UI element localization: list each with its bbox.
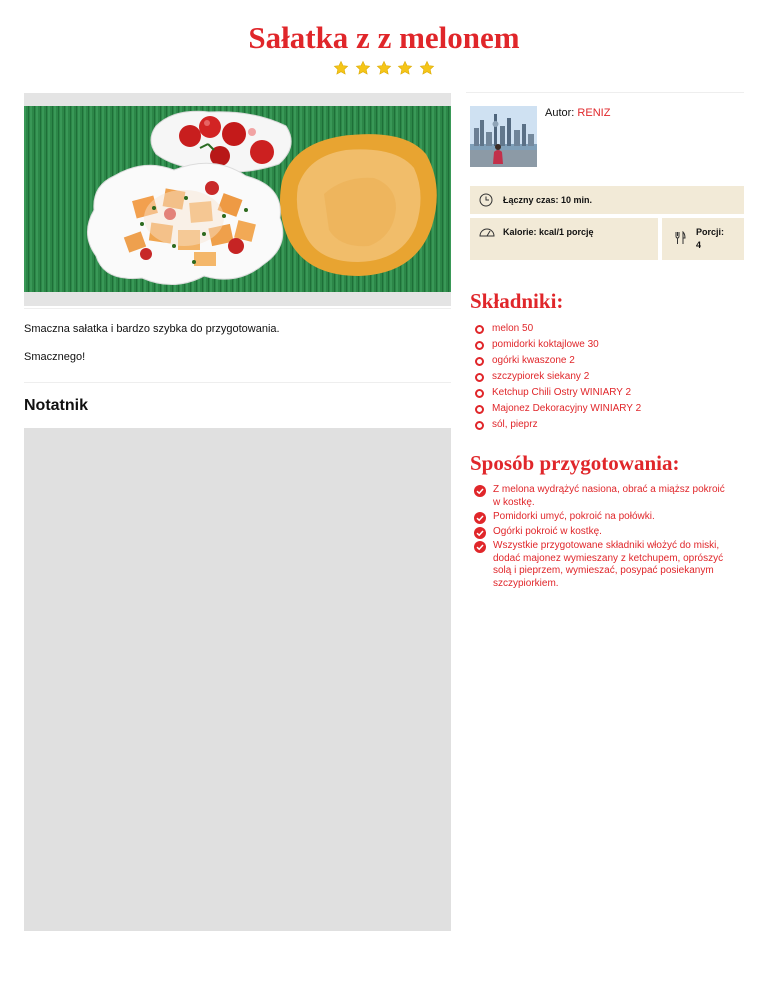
ingredients-list xyxy=(475,322,641,434)
ingredient-item xyxy=(475,338,641,354)
preparation-heading: Sposób przygotowania: xyxy=(470,451,680,475)
ingredient-item xyxy=(475,402,641,418)
divider xyxy=(24,382,451,383)
ingredient-text: pomidorki koktajlowe 30 xyxy=(492,339,599,350)
step-text: Pomidorki umyć, pokroić na połówki. xyxy=(493,511,655,522)
circle-bullet-icon xyxy=(475,405,484,414)
author-label: Autor: xyxy=(545,107,575,119)
step-text: Z melona wydrążyć nasiona, obrać a miąższ pokroić xyxy=(493,484,725,495)
step-text: Wszystkie przygotowane składniki włożyć do miski, xyxy=(493,540,720,551)
star-icon xyxy=(333,60,349,76)
step-text: szczypiorkiem. xyxy=(493,577,559,589)
ingredient-item xyxy=(475,418,641,434)
ingredients-heading: Składniki: xyxy=(470,289,564,313)
ingredient-text: Ketchup Chili Ostry WINIARY 2 xyxy=(492,387,632,398)
servings-label: Porcji: xyxy=(696,227,725,237)
ingredient-text: sól, pieprz xyxy=(492,419,538,430)
rating-stars xyxy=(0,60,768,81)
ingredient-text: Majonez Dekoracyjny WINIARY 2 xyxy=(492,403,642,414)
calories-box xyxy=(470,218,658,260)
preparation-steps xyxy=(474,484,744,592)
divider xyxy=(24,308,451,309)
author-avatar xyxy=(470,106,537,167)
ingredient-text: ogórki kwaszone 2 xyxy=(492,355,575,366)
circle-bullet-icon xyxy=(475,341,484,350)
ingredient-item xyxy=(475,354,641,370)
step-text: solą i pieprzem, wymieszać, posypać posiekanym xyxy=(493,565,714,576)
description-text: Smaczna sałatka i bardzo szybka do przygotowania. xyxy=(24,323,280,335)
ingredient-text: melon 50 xyxy=(492,323,534,334)
step-text: dodać majonez wymieszany z ketchupem, oprószyć xyxy=(493,552,724,564)
author-name-link[interactable]: RENIZ xyxy=(577,107,611,119)
star-icon xyxy=(376,60,392,76)
notes-heading: Notatnik xyxy=(24,397,88,414)
notes-area[interactable] xyxy=(24,428,451,931)
step-item xyxy=(474,511,744,524)
circle-bullet-icon xyxy=(475,357,484,366)
author-line xyxy=(545,106,610,120)
time-box xyxy=(470,186,744,214)
check-circle-icon xyxy=(474,527,486,539)
calories: Kalorie: kcal/1 porcję xyxy=(503,227,594,237)
cutlery-icon xyxy=(674,231,686,245)
circle-bullet-icon xyxy=(475,389,484,398)
ingredient-text: szczypiorek siekany 2 xyxy=(492,371,590,382)
step-item xyxy=(474,526,744,539)
ingredient-item xyxy=(475,322,641,338)
recipe-photo xyxy=(24,106,451,292)
total-time: Łączny czas: 10 min. xyxy=(503,195,593,205)
star-icon xyxy=(397,60,413,76)
closing-text: Smacznego! xyxy=(24,351,86,363)
circle-bullet-icon xyxy=(475,421,484,430)
check-circle-icon xyxy=(474,512,486,524)
clock-icon xyxy=(479,193,493,207)
divider xyxy=(466,92,744,93)
gauge-icon xyxy=(479,226,495,238)
step-text: Ogórki pokroić w kostkę. xyxy=(493,525,602,537)
star-icon xyxy=(355,60,371,76)
ingredient-item xyxy=(475,386,641,402)
check-circle-icon xyxy=(474,485,486,497)
step-item xyxy=(474,484,744,509)
ingredient-item xyxy=(475,370,641,386)
check-circle-icon xyxy=(474,541,486,553)
servings-box xyxy=(662,218,744,260)
circle-bullet-icon xyxy=(475,325,484,334)
step-item xyxy=(474,540,744,590)
servings-value: 4 xyxy=(696,240,702,250)
step-text: w kostkę. xyxy=(493,496,535,508)
circle-bullet-icon xyxy=(475,373,484,382)
star-icon xyxy=(419,60,435,76)
recipe-title: Sałatka z z melonem xyxy=(248,20,520,55)
